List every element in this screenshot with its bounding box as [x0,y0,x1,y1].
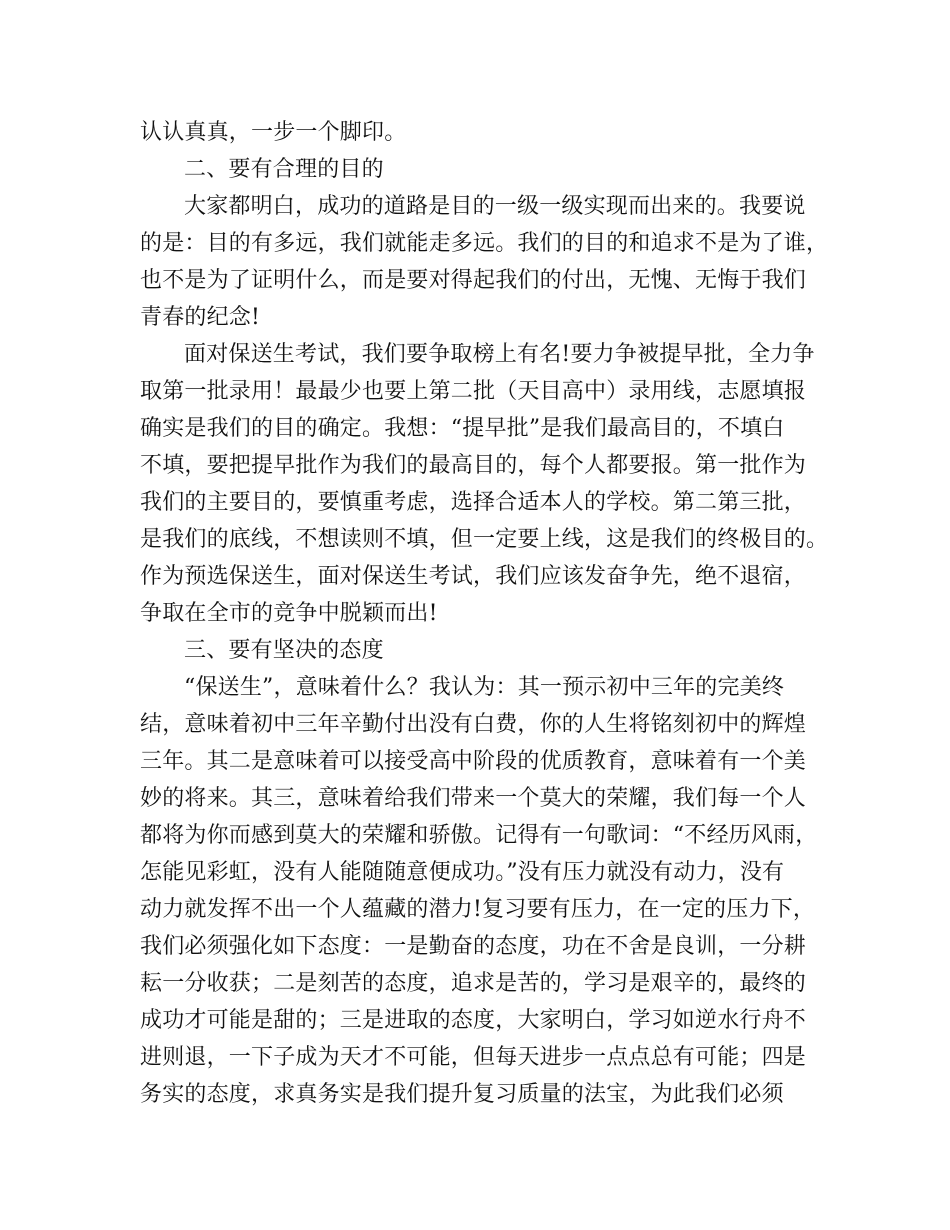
paragraph-line: 妙的将来。其三，意味着给我们带来一个莫大的荣耀，我们每一个人 [140,786,807,811]
paragraph-line: 青春的纪念! [140,305,261,330]
paragraph-line: 务实的态度，求真务实是我们提升复习质量的法宝，为此我们必须 [140,1082,784,1107]
paragraph-line: 争取在全市的竞争中脱颖而出! [140,601,438,626]
text-line: 认认真真，一步一个脚印。 [140,120,407,145]
paragraph-line: 不填，要把提早批作为我们的最高目的，每个人都要报。第一批作为 [140,453,807,478]
paragraph-line: 动力就发挥不出一个人蕴藏的潜力!复习要有压力，在一定的压力下， [140,897,816,922]
paragraph-line: 结，意味着初中三年辛勤付出没有白费，你的人生将铭刻初中的辉煌 [140,712,807,737]
paragraph-line: “保送生”，意味着什么？我认为：其一预示初中三年的完美终 [184,675,785,700]
paragraph-line: 三年。其二是意味着可以接受高中阶段的优质教育，意味着有一个美 [140,749,807,774]
paragraph-line: 是我们的底线，不想读则不填，但一定要上线，这是我们的终极目的。 [140,527,829,552]
paragraph-line: 确实是我们的目的确定。我想：“提早批”是我们最高目的，不填白 [140,416,785,441]
paragraph-line: 怎能见彩虹，没有人能随随意便成功。”没有压力就没有动力，没有 [140,860,785,885]
paragraph-line: 都将为你而感到莫大的荣耀和骄傲。记得有一句歌词：“不经历风雨， [140,823,818,848]
paragraph-line: 也不是为了证明什么，而是要对得起我们的付出，无愧、无悔于我们 [140,268,807,293]
paragraph-line: 作为预选保送生，面对保送生考试，我们应该发奋争先，绝不退宿， [140,564,807,589]
paragraph-line: 进则退，一下子成为天才不可能，但每天进步一点点总有可能；四是 [140,1045,807,1070]
section-heading: 二、要有合理的目的 [184,157,384,182]
paragraph-line: 取第一批录用！最最少也要上第二批（天目高中）录用线，志愿填报 [140,379,807,404]
paragraph-line: 我们的主要目的，要慎重考虑，选择合适本人的学校。第二第三批， [140,490,807,515]
paragraph-line: 我们必须强化如下态度：一是勤奋的态度，功在不舍是良训，一分耕 [140,934,807,959]
paragraph-line: 成功才可能是甜的；三是进取的态度，大家明白，学习如逆水行舟不 [140,1008,807,1033]
paragraph-line: 面对保送生考试，我们要争取榜上有名!要力争被提早批，全力争 [184,342,815,367]
paragraph-line: 的是：目的有多远，我们就能走多远。我们的目的和追求不是为了谁， [140,231,829,256]
paragraph-line: 大家都明白，成功的道路是目的一级一级实现而出来的。我要说 [184,194,806,219]
section-heading: 三、要有坚决的态度 [184,638,384,663]
paragraph-line: 耘一分收获；二是刻苦的态度，追求是苦的，学习是艰辛的，最终的 [140,971,807,996]
